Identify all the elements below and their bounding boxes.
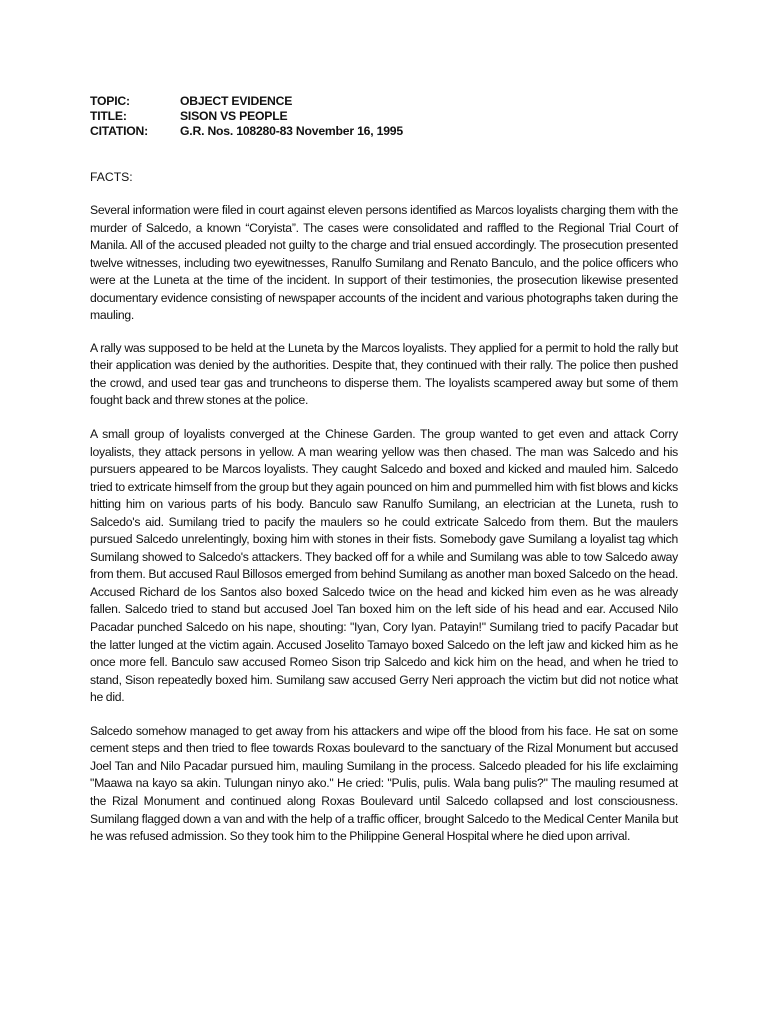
topic-value: OBJECT EVIDENCE: [180, 94, 293, 108]
title-row: [90, 109, 678, 124]
paragraph-4: Salcedo somehow managed to get away from his attackers and wipe off the blood from his face. He sat on some cement steps and then tried to flee towards Roxas boulevard to the sanctuary of the Rizal Monument but accused Joel Tan and Nilo Pacadar pursued him, mauling Sumilang in the process. Salcedo pleaded for his life exclaiming "Maawa na kayo sa akin. Tulungan ninyo ako." He cried: "Pulis, pulis. Wala bang pulis?" The mauling resumed at the Rizal Monument and continued along Roxas Boulevard until Salcedo collapsed and lost consciousness. Sumilang flagged down a van and with the help of a traffic officer, brought Salcedo to the Medical Center Manila but he was refused admission. So they took him to the Philippine General Hospital where he died upon arrival.: [90, 723, 678, 844]
paragraph-2: A rally was supposed to be held at the Luneta by the Marcos loyalists. They applied for a permit to hold the rally but their application was denied by the authorities. Despite that, they continued with their rally. The police then pushed the crowd, and used tear gas and truncheons to disperse them. The loyalists scampered away but some of them fought back and threw stones at the police.: [90, 340, 678, 408]
document-page: [90, 94, 678, 858]
citation-label: CITATION:: [90, 124, 148, 138]
title-label: TITLE:: [90, 109, 127, 123]
topic-row: [90, 94, 678, 109]
paragraph-1: Several information were filed in court against eleven persons identified as Marcos loyalists charging them with the murder of Salcedo, a known “Coryista”. The cases were consolidated and raffled to the Regional Trial Court of Manila. All of the accused pleaded not guilty to the charge and trial ensued accordingly. The prosecution presented twelve witnesses, including two eyewitnesses, Ranulfo Sumilang and Renato Banculo, and the police officers who were at the Luneta at the time of the incident. In support of their testimonies, the prosecution likewise presented documentary evidence consisting of newspaper accounts of the incident and various photographs taken during the mauling.: [90, 203, 678, 323]
citation-value: G.R. Nos. 108280-83 November 16, 1995: [180, 124, 403, 138]
title-value: SISON VS PEOPLE: [180, 109, 288, 123]
facts-heading: FACTS:: [90, 170, 133, 184]
topic-label: TOPIC:: [90, 94, 130, 108]
paragraph-3: A small group of loyalists converged at the Chinese Garden. The group wanted to get even and attack Corry loyalists, they attack persons in yellow. A man wearing yellow was then chased. The man was Salcedo and his pursuers appeared to be Marcos loyalists. They caught Salcedo and boxed and kicked and mauled him. Salcedo tried to extricate himself from the group but they again pounced on him and pummelled him with fist blows and kicks hitting him on various parts of his body. Banculo saw Ranulfo Sumilang, an electrician at the Luneta, rush to Salcedo's aid. Sumilang tried to pacify the maulers so he could extricate Salcedo from them. But the maulers pursued Salcedo unrelentingly, boxing him with stones in their fists. Somebody gave Sumilang a loyalist tag which Sumilang showed to Salcedo's attackers. They backed off for a while and Sumilang was able to tow Salcedo away from them. But accused Raul Billosos emerged from behind Sumilang as another man boxed Salcedo on the head. Accused Richard de los Santos also boxed Salcedo twice on the head and kicked him even as he was already fallen. Salcedo tried to stand but accused Joel Tan boxed him on the left side of his head and ear. Accused Nilo Pacadar punched Salcedo on his nape, shouting: "Iyan, Cory Iyan. Patayin!" Sumilang tried to pacify Pacadar but the latter lunged at the victim again. Accused Joselito Tamayo boxed Salcedo on the left jaw and kicked him as he once more fell. Banculo saw accused Romeo Sison trip Salcedo and kick him on the head, and when he tried to stand, Sison repeatedly boxed him. Sumilang saw accused Gerry Neri approach the victim but did not notice what he did.: [90, 427, 678, 705]
case-header: [90, 94, 678, 139]
citation-row: [90, 124, 678, 139]
